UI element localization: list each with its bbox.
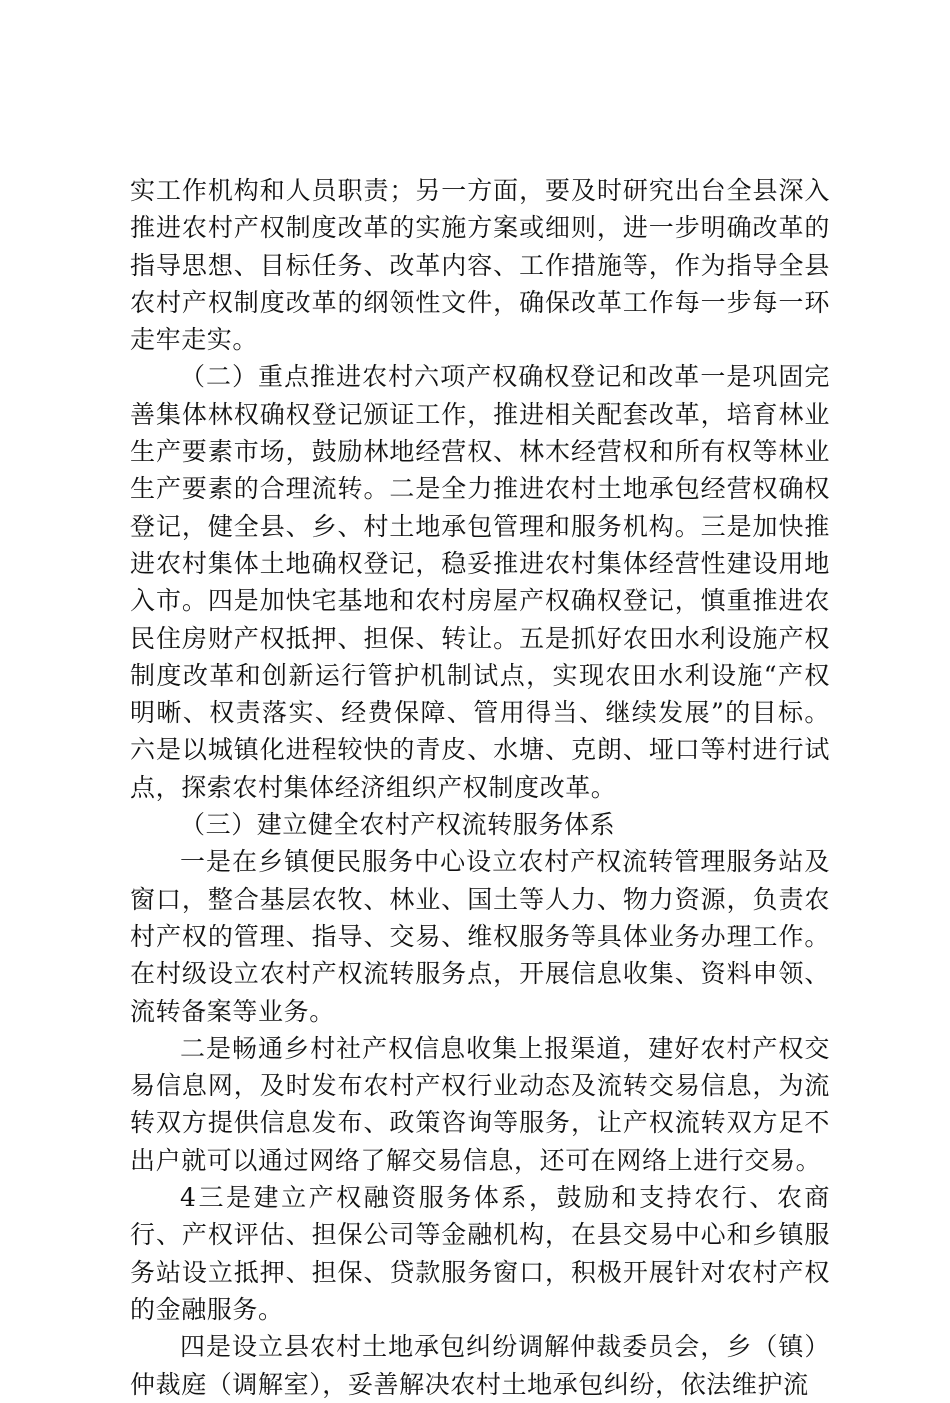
paragraph: 四是设立县农村土地承包纠纷调解仲裁委员会，乡（镇）仲裁庭（调解室），妥善解决农村土地承包纠纷，依法维护流	[130, 1332, 830, 1399]
paragraph: 实工作机构和人员职责；另一方面，要及时研究出台全县深入推进农村产权制度改革的实施方案或细则，进一步明确改革的指导思想、目标任务、改革内容、工作措施等，作为指导全县农村产权制度改革的纲领性文件，确保改革工作每一步每一环走牢走实。	[130, 176, 830, 355]
paragraph: 一是在乡镇便民服务中心设立农村产权流转管理服务站及窗口，整合基层农牧、林业、国土等人力、物力资源，负责农村产权的管理、指导、交易、维权服务等具体业务办理工作。在村级设立农村产权流转服务点，开展信息收集、资料申领、流转备案等业务。	[130, 847, 830, 1026]
paragraph: （二）重点推进农村六项产权确权登记和改革一是巩固完善集体林权确权登记颁证工作，推进相关配套改革，培育林业生产要素市场，鼓励林地经营权、林木经营权和所有权等林业生产要素的合理流转。二是全力推进农村土地承包经营权确权登记，健全县、乡、村土地承包管理和服务机构。三是加快推进农村集体土地确权登记，稳妥推进农村集体经营性建设用地入市。四是加快宅基地和农村房屋产权确权登记，慎重推进农民住房财产权抵押、担保、转让。五是抓好农田水利设施产权制度改革和创新运行管护机制试点，实现农田水利设施“产权明晰、权责落实、经费保障、管用得当、继续发展”的目标。六是以城镇化进程较快的青皮、水塘、克朗、垭口等村进行试点，探索农村集体经济组织产权制度改革。	[130, 362, 830, 802]
section-heading: （三）建立健全农村产权流转服务体系	[180, 810, 616, 840]
paragraph: 4三是建立产权融资服务体系，鼓励和支持农行、农商行、产权评估、担保公司等金融机构，在县交易中心和乡镇服务站设立抵押、担保、贷款服务窗口，积极开展针对农村产权的金融服务。	[130, 1183, 830, 1324]
document-body	[130, 172, 830, 1403]
paragraph: 二是畅通乡村社产权信息收集上报渠道，建好农村产权交易信息网，及时发布农村产权行业动态及流转交易信息，为流转双方提供信息发布、政策咨询等服务，让产权流转双方足不出户就可以通过网络了解交易信息，还可在网络上进行交易。	[130, 1033, 830, 1175]
